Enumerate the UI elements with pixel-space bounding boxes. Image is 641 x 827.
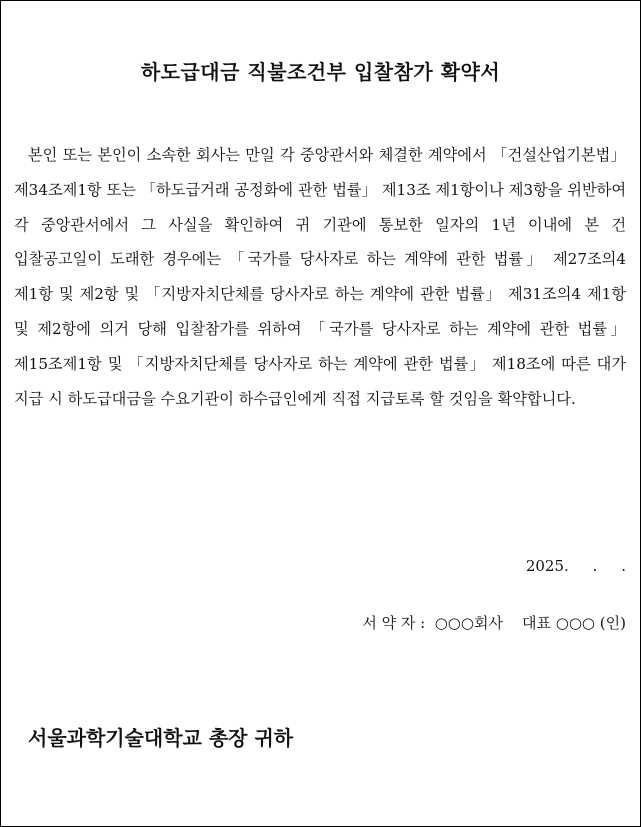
pledge-body-text: 본인 또는 본인이 소속한 회사는 만일 각 중앙관서와 체결한 계약에서 「건설산업기본법」 제34조제1항 또는 「하도급거래 공정화에 관한 법률」 제13조 제1항이나 제3항을 위반하여 각 중앙관서에서 그 사실을 확인하여 귀 기관에 통보한 일자의 1년 이내에 본 건 입찰공고일이 도래한 경우에는 「국가를 당사자로 하는 계약에 관한 법률」 제27조의4 제1항 및 제2항 및 「지방자치단체를 당사자로 하는 계약에 관한 법률」 제31조의4 제1항 및 제2항에 의거 당해 입찰참가를 위하여 「국가를 당사자로 하는 계약에 관한 법률」 제15조제1항 및 「지방자치단체를 당사자로 하는 계약에 관한 법률」 제18조에 따른 대가 지급 시 하도급대금을 수요기관이 하수급인에게 직접 지급토록 할 것임을 확약합니다. <box>14 146 626 408</box>
signer-line: 서 약 자 : ○○○회사 대표 ○○○ (인) <box>362 614 626 632</box>
date-line: 2025. . . <box>525 557 626 575</box>
document-title: 하도급대금 직불조건부 입찰참가 확약서 <box>140 60 501 84</box>
recipient-line: 서울과학기술대학교 총장 귀하 <box>28 726 294 750</box>
